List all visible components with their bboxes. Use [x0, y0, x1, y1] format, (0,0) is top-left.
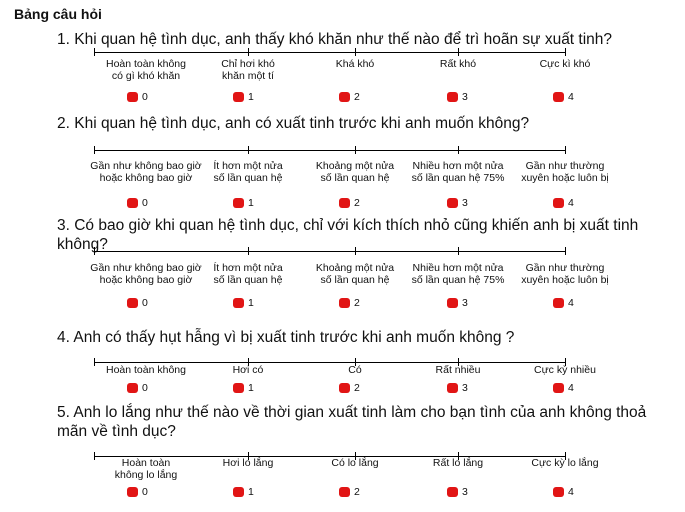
option-radio-dot[interactable] [447, 383, 458, 393]
option-value: 2 [354, 297, 360, 309]
scale-line-4 [94, 362, 565, 363]
option-label: Khoảng một nửa số lần quan hệ [315, 262, 395, 286]
option-label: Rất khó [439, 58, 477, 70]
question-text-2: 2. Khi quan hệ tình dục, anh có xuất tinh trước khi anh muốn không? [57, 115, 530, 132]
option-radio-dot[interactable] [127, 298, 138, 308]
option-label: Hoàn toàn không [106, 364, 186, 376]
question-text-1: 1. Khi quan hệ tình dục, anh thấy khó khăn như thế nào để trì hoãn sự xuất tinh? [57, 31, 613, 48]
option-value: 0 [142, 197, 148, 209]
option-value: 0 [142, 297, 148, 309]
option-value: 2 [354, 91, 360, 103]
option-value: 1 [248, 91, 254, 103]
option-label: Có [348, 364, 362, 376]
scale-tick [458, 48, 459, 56]
scale-tick [355, 48, 356, 56]
option-label: Khoảng một nửa số lần quan hệ [315, 160, 395, 184]
option-radio-dot[interactable] [233, 487, 244, 497]
option-radio-dot[interactable] [447, 298, 458, 308]
option-value: 4 [568, 297, 574, 309]
option-radio-dot[interactable] [233, 92, 244, 102]
option-value: 0 [142, 91, 148, 103]
option-radio-dot[interactable] [127, 487, 138, 497]
option-label: Gần như không bao giờ hoặc không bao giờ [90, 262, 202, 286]
scale-tick [248, 146, 249, 154]
scale-tick [355, 247, 356, 255]
option-label: Gần như không bao giờ hoặc không bao giờ [90, 160, 202, 184]
option-radio-dot[interactable] [233, 383, 244, 393]
option-value: 4 [568, 91, 574, 103]
option-value: 3 [462, 91, 468, 103]
option-radio-dot[interactable] [127, 383, 138, 393]
option-label: Gần như thường xuyên hoặc luôn bị [521, 160, 609, 184]
option-value: 0 [142, 382, 148, 394]
option-value: 0 [142, 486, 148, 498]
scale-tick [248, 247, 249, 255]
option-label: Có lo lắng [331, 457, 379, 469]
option-value: 1 [248, 297, 254, 309]
scale-line-2 [94, 150, 565, 151]
option-radio-dot[interactable] [553, 487, 564, 497]
scale-tick [94, 146, 95, 154]
question-text-4: 4. Anh có thấy hụt hẫng vì bị xuất tinh trước khi anh muốn không ? [57, 329, 515, 346]
scale-tick [355, 146, 356, 154]
option-label: Ít hơn một nửa số lần quan hệ [213, 262, 283, 286]
scale-tick [565, 247, 566, 255]
option-label: Khá khó [335, 58, 375, 70]
scale-tick [458, 146, 459, 154]
option-value: 4 [568, 486, 574, 498]
option-radio-dot[interactable] [339, 298, 350, 308]
option-radio-dot[interactable] [339, 198, 350, 208]
option-value: 4 [568, 382, 574, 394]
option-radio-dot[interactable] [447, 198, 458, 208]
option-radio-dot[interactable] [233, 198, 244, 208]
option-label: Nhiều hơn một nửa số lần quan hệ 75% [411, 262, 505, 286]
option-radio-dot[interactable] [447, 487, 458, 497]
scale-tick [565, 146, 566, 154]
option-label: Gần như thường xuyên hoặc luôn bị [521, 262, 609, 286]
option-radio-dot[interactable] [233, 298, 244, 308]
option-label: Ít hơn một nửa số lần quan hệ [213, 160, 283, 184]
question-text-3: 3. Có bao giờ khi quan hệ tình dục, chỉ với kích thích nhỏ cũng khiến anh bị xuất tinh không? [57, 217, 639, 253]
option-value: 1 [248, 382, 254, 394]
option-value: 3 [462, 197, 468, 209]
option-label: Cực kì khó [539, 58, 591, 70]
option-radio-dot[interactable] [127, 198, 138, 208]
option-label: Cực kỳ lo lắng [531, 457, 599, 469]
option-value: 2 [354, 197, 360, 209]
option-value: 1 [248, 197, 254, 209]
option-label: Chỉ hơi khó khăn một tí [221, 58, 275, 82]
scale-line-1 [94, 52, 565, 53]
option-value: 4 [568, 197, 574, 209]
option-radio-dot[interactable] [553, 92, 564, 102]
option-label: Hơi có [232, 364, 264, 376]
scale-line-3 [94, 251, 565, 252]
option-label: Hoàn toàn không lo lắng [114, 457, 178, 481]
option-radio-dot[interactable] [447, 92, 458, 102]
option-label: Hoàn toàn không có gì khó khăn [106, 58, 186, 82]
option-label: Rất lo lắng [432, 457, 484, 469]
option-value: 3 [462, 486, 468, 498]
option-label: Nhiều hơn một nửa số lần quan hệ 75% [411, 160, 505, 184]
option-radio-dot[interactable] [127, 92, 138, 102]
option-label: Hơi lo lắng [222, 457, 274, 469]
scale-tick [458, 247, 459, 255]
option-radio-dot[interactable] [339, 383, 350, 393]
option-radio-dot[interactable] [339, 92, 350, 102]
option-value: 3 [462, 382, 468, 394]
option-radio-dot[interactable] [553, 298, 564, 308]
option-label: Cực kỳ nhiều [534, 364, 596, 376]
scale-tick [565, 48, 566, 56]
scale-tick [94, 247, 95, 255]
scale-tick [94, 48, 95, 56]
option-value: 3 [462, 297, 468, 309]
option-radio-dot[interactable] [553, 198, 564, 208]
option-radio-dot[interactable] [339, 487, 350, 497]
option-label: Rất nhiều [435, 364, 481, 376]
page-title: Bảng câu hỏi [14, 6, 102, 22]
question-text-5: 5. Anh lo lắng như thế nào về thời gian xuất tinh làm cho bạn tình của anh không thoả mãn về tình dục? [57, 404, 647, 440]
option-value: 2 [354, 486, 360, 498]
option-radio-dot[interactable] [553, 383, 564, 393]
option-value: 2 [354, 382, 360, 394]
scale-tick [248, 48, 249, 56]
option-value: 1 [248, 486, 254, 498]
